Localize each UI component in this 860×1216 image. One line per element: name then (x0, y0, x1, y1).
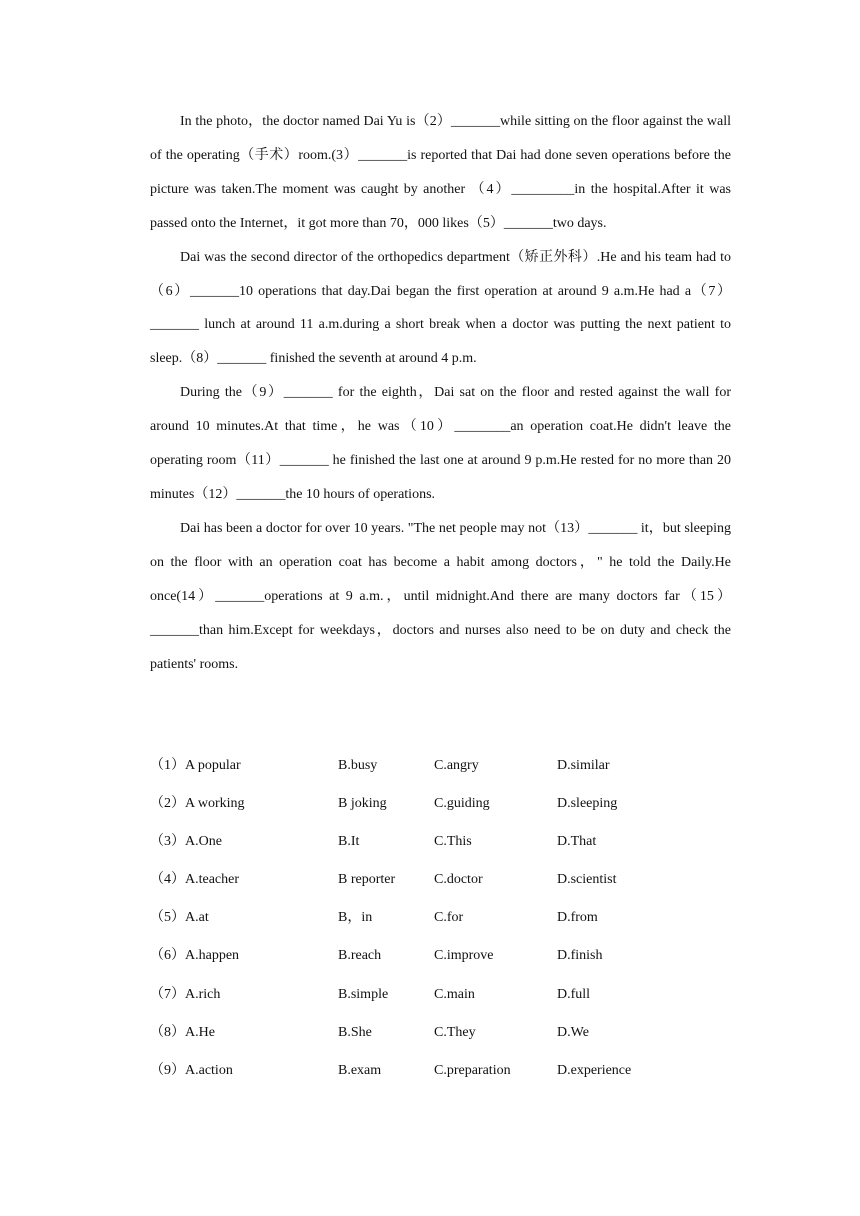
option-row (150, 1052, 750, 1090)
option-d: D.similar (557, 758, 610, 773)
option-b: B.simple (338, 986, 389, 1002)
option-d: D.from (557, 910, 598, 926)
option-row (150, 1014, 750, 1052)
option-a: （8）A.He (150, 1024, 215, 1040)
option-b: B reporter (338, 872, 396, 888)
option-row (150, 899, 750, 937)
option-a: （6）A.happen (150, 948, 240, 964)
option-d: D.We (557, 1024, 589, 1040)
option-b: B.She (338, 1024, 372, 1040)
option-a: （4）A.teacher (150, 872, 240, 888)
option-b: B joking (338, 796, 387, 812)
option-b: B.exam (338, 1062, 382, 1078)
passage-paragraph: Dai has been a doctor for over 10 years. "The net people may not（13）_______ it，but sleeping on the floor with an operation coat has become a habit among doctors，" he told the Daily.He once(14）_______operations at 9 a.m.，until midnight.And there are many doctors far（15）_______than him.Except for weekdays，doctors and nurses also need to be on duty and check the patients' rooms. (150, 520, 731, 672)
option-c: C.preparation (434, 1062, 511, 1078)
option-d: D.full (557, 986, 591, 1002)
option-c: C.for (434, 910, 464, 926)
option-row (150, 785, 750, 823)
passage-paragraph: During the（9）_______ for the eighth，Dai sat on the floor and rested against the wall for around 10 minutes.At that time，he was（10）________an operation coat.He didn't leave the operating room（11）_______ he finished the last one at around 9 p.m.He rested for no more than 20 minutes（12）_______the 10 hours of operations. (150, 385, 731, 502)
option-row (150, 976, 750, 1014)
option-a: （1）A popular (150, 758, 241, 773)
option-a: （9）A.action (150, 1062, 233, 1078)
option-c: C.guiding (434, 796, 490, 812)
option-row (150, 861, 750, 899)
option-row (150, 747, 750, 785)
option-d: D.That (557, 834, 597, 850)
option-a: （2）A working (150, 796, 245, 812)
passage-paragraph: In the photo，the doctor named Dai Yu is（2）_______while sitting on the floor against the wall of the operating（手术）room.(3）_______is reported that Dai had done seven operations before the picture was taken.The moment was caught by another （4）_________in the hospital.After it was passed onto the Internet，it got more than 70，000 likes（5）_______two days. (150, 114, 731, 231)
option-c: C.doctor (434, 872, 483, 888)
option-c: C.main (434, 986, 475, 1002)
option-a: （5）A.at (150, 910, 209, 926)
cloze-passage (150, 105, 731, 681)
option-b: B，in (338, 910, 373, 926)
option-c: C.They (434, 1024, 476, 1040)
option-d: D.sleeping (557, 796, 618, 812)
option-d: D.scientist (557, 872, 617, 888)
option-c: C.angry (434, 758, 479, 773)
answer-options (150, 747, 750, 1090)
option-b: B.It (338, 834, 360, 850)
option-c: C.This (434, 834, 472, 850)
option-d: D.finish (557, 948, 603, 964)
option-row (150, 937, 750, 975)
option-d: D.experience (557, 1062, 632, 1078)
option-b: B.reach (338, 948, 382, 964)
option-a: （7）A.rich (150, 986, 221, 1002)
option-row (150, 823, 750, 861)
option-b: B.busy (338, 758, 378, 773)
passage-paragraph: Dai was the second director of the orthopedics department（矫正外科）.He and his team had to（6）_______10 operations that day.Dai began the first operation at around 9 a.m.He had a（7）_______ lunch at around 11 a.m.during a short break when a doctor was putting the next patient to sleep.（8）_______ finished the seventh at around 4 p.m. (150, 249, 731, 367)
option-c: C.improve (434, 948, 494, 964)
option-a: （3）A.One (150, 834, 222, 850)
